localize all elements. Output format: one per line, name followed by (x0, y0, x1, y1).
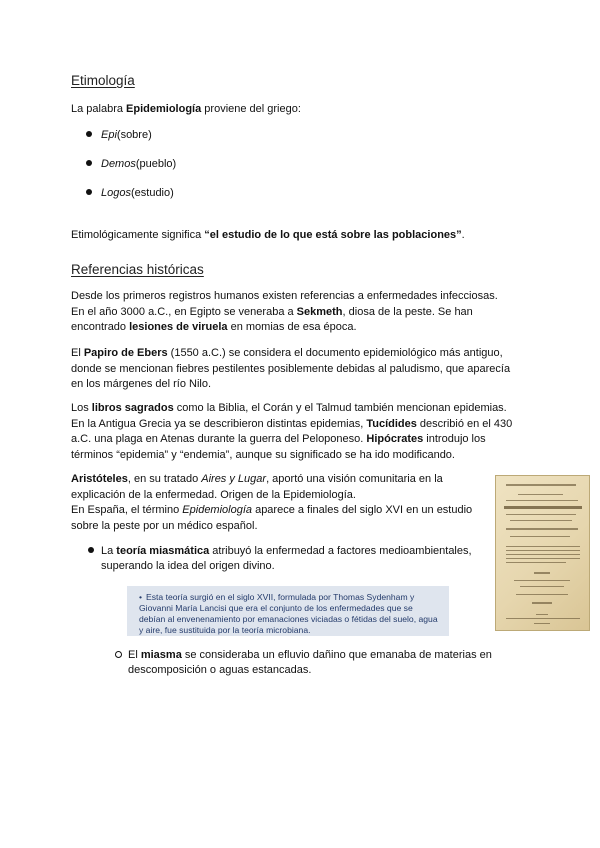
book-cover-image (495, 475, 590, 631)
p1-bold: Sekmeth (296, 305, 343, 318)
bullet-text: La (101, 545, 117, 557)
term: Epi (101, 129, 117, 141)
quote-text: Esta teoría surgió en el siglo XVII, formulada por Thomas Sydenham y Giovanni María Lancisi que era el conjunto de los enfermedades que se debían al envenenamiento por emanaciones viciadas o fétidas del suelo, agua y aire, fue sustituida por la teoría microbiana. (139, 592, 438, 635)
p1-text: en momias de esa época. (227, 321, 357, 333)
p1-text: , diosa de la peste. Se han encontrado (71, 305, 473, 333)
sub-bold: miasma (140, 649, 182, 661)
bullet-icon (86, 160, 92, 166)
p4-text: aparece a finales del siglo XVI en un estudio sobre la peste por un médico español. (71, 504, 473, 532)
p4-italic: Aires y Lugar (201, 473, 267, 485)
p3-text: Los (71, 402, 92, 414)
bullet-text: atribuyó la enfermedad a factores medioambientales, superando la idea del origen divino. (101, 545, 472, 572)
intro-bold: Epidemiología (126, 103, 202, 115)
list-item-demos (86, 157, 176, 172)
p1-text: Desde los primeros registros humanos existen referencias a enfermedades infecciosas. En el año 3000 a.C., en Egipto se veneraba a (71, 290, 498, 318)
intro-text: La palabra (71, 103, 127, 115)
sublist-item-miasma (115, 648, 513, 678)
p4-text: En España, el término (71, 504, 183, 516)
p2-text: (1550 a.C.) se considera el documento epidemiológico más antiguo, donde se mencionan fiebres pestilentes posiblemente debidas al paludismo, que aparecía en los márgenes del río Nilo. (71, 347, 511, 390)
list-item-teoria (88, 544, 496, 574)
quote-bullet-icon: • (139, 592, 143, 602)
bullet-icon (88, 547, 94, 553)
meaning-bold: “el estudio de lo que está sobre las poblaciones” (204, 229, 462, 241)
paragraph-4 (71, 472, 481, 534)
sub-text: se consideraba un efluvio dañino que emanaba de materias en descomposición o aguas estancadas. (128, 649, 492, 676)
meaning: (estudio) (130, 187, 174, 199)
p3-bold: libros sagrados (91, 402, 174, 414)
paragraph-3 (71, 401, 521, 463)
meaning-paragraph (71, 228, 511, 244)
term: Logos (101, 187, 131, 199)
meaning-text-end: . (461, 229, 465, 241)
paragraph-2 (71, 346, 521, 393)
bullet-icon (86, 131, 92, 137)
sub-text: El (128, 649, 141, 661)
meaning: (pueblo) (135, 158, 177, 170)
p1-bold: lesiones de viruela (129, 321, 228, 333)
meaning: (sobre) (116, 129, 152, 141)
bullet-icon (86, 189, 92, 195)
p4-text: , en su tratado (127, 473, 202, 485)
paragraph-1 (71, 289, 511, 336)
intro-paragraph (71, 102, 491, 118)
p4-text: , aportó una visión comunitaria en la explicación de la enfermedad. Origen de la Epidemiología. (71, 473, 443, 501)
p3-bold: Hipócrates (366, 433, 424, 445)
list-item-epi (86, 128, 152, 143)
section-title-referencias: Referencias históricas (71, 262, 204, 277)
quote-image (127, 586, 449, 636)
p2-bold: Papiro de Ebers (83, 347, 168, 359)
term: Demos (101, 158, 136, 170)
p3-text: como la Biblia, el Corán y el Talmud también mencionan epidemias. En la Antigua Grecia ya se describieron distintas epidemias, (71, 402, 507, 430)
p3-text: introdujo los términos “epidemia” y “endemia”, aunque su significado se ha ido modificando. (71, 433, 486, 461)
p3-text: describió en el 430 a.C. una plaga en Atenas durante la guerra del Peloponeso. (71, 417, 513, 445)
bullet-bold: teoría miasmática (116, 545, 210, 557)
meaning-text: Etimológicamente significa (71, 229, 205, 241)
circle-bullet-icon (115, 651, 122, 658)
p4-italic: Epidemiología (182, 504, 253, 516)
intro-text-end: proviene del griego: (201, 103, 301, 115)
p2-text: El (71, 347, 84, 359)
p4-bold: Aristóteles (71, 473, 128, 485)
section-title-etimologia: Etimología (71, 73, 135, 88)
list-item-logos (86, 186, 174, 201)
p3-bold: Tucídides (366, 417, 417, 430)
